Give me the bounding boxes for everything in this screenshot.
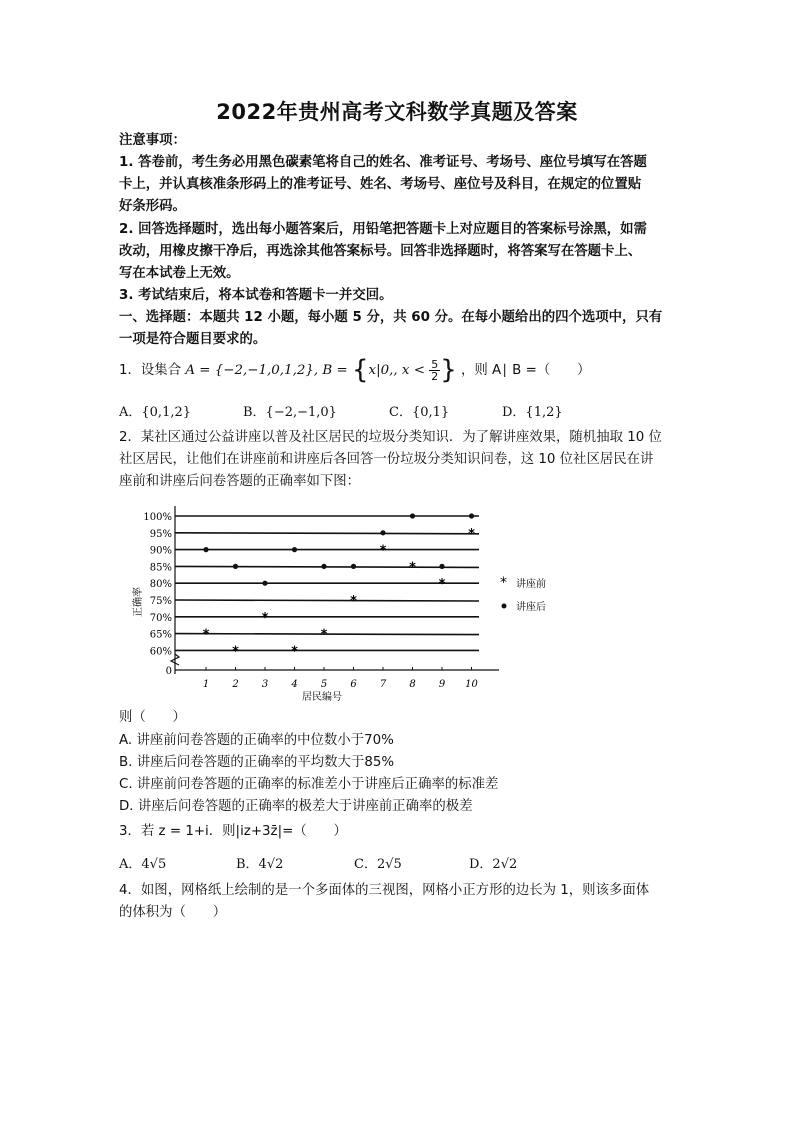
grid-line xyxy=(175,600,479,601)
y-tick-label: 60% xyxy=(149,646,172,658)
chart-legend xyxy=(500,575,546,613)
point-after xyxy=(439,564,444,569)
q1-option-c[interactable]: C．{0,1} xyxy=(389,405,450,420)
q3-option-a[interactable]: A．4√5 xyxy=(119,857,167,872)
q3-option-d[interactable]: D．2√2 xyxy=(469,857,518,872)
x-tick-label: 6 xyxy=(350,679,357,690)
point-after xyxy=(380,530,385,535)
q1-option-b[interactable]: B．{−2,−1,0} xyxy=(243,405,337,420)
q1-prefix: 1．设集合 xyxy=(119,363,182,378)
point-after xyxy=(469,513,474,518)
point-before: * xyxy=(350,594,357,609)
chart-marks xyxy=(203,513,476,659)
q2-option-b[interactable]: B. 讲座后问卷答题的正确率的平均数大于85% xyxy=(119,755,395,770)
notice-item2-line1: 2. 回答选择题时，选出每小题答案后，用铅笔把答题卡上对应题目的答案标号涂黑，如需 xyxy=(119,222,647,237)
point-before: * xyxy=(320,627,328,643)
point-after xyxy=(410,513,415,518)
legend-label-before: 讲座前 xyxy=(516,579,546,590)
point-before: * xyxy=(261,610,269,626)
point-before: * xyxy=(202,627,210,643)
section1-line2: 一项是符合题目要求的。 xyxy=(119,332,267,347)
notice-item1-line1: 1. 答卷前，考生务必用黑色碳素笔将自己的姓名、准考证号、考场号、座位号填写在答题 xyxy=(119,155,647,170)
q2-option-a[interactable]: A. 讲座前问卷答题的正确率的中位数小于70% xyxy=(119,733,394,748)
y-tick-label: 70% xyxy=(149,612,172,624)
q1-set-a: A = {−2,−1,0,1,2} xyxy=(185,363,314,378)
point-before: * xyxy=(232,644,239,660)
q2-line3: 座前和讲座后问卷答题的正确率如下图： xyxy=(119,474,361,489)
point-before: * xyxy=(468,526,475,542)
x-tick-label: 8 xyxy=(409,679,416,690)
x-tick-label: 10 xyxy=(465,679,478,690)
grid-line xyxy=(175,566,479,567)
q1-option-a[interactable]: A．{0,1,2} xyxy=(119,405,192,420)
q2-option-d[interactable]: D. 讲座后问卷答题的正确率的极差大于讲座前正确率的极差 xyxy=(119,799,473,814)
notice-item1-line2: 卡上，并认真核准条形码上的准考证号、姓名、考场号、座位号及科目，在规定的位置贴 xyxy=(119,177,642,192)
accuracy-chart xyxy=(119,498,589,708)
x-tick-label: 3 xyxy=(261,679,269,690)
q3-option-b[interactable]: B．4√2 xyxy=(236,857,284,872)
q1-fraction: $\frac{5}{2}$ xyxy=(431,357,439,383)
point-after xyxy=(351,564,356,569)
q1-set-b-body: x|0,, x < xyxy=(368,363,425,378)
point-after xyxy=(233,564,238,569)
chart-y-ticks xyxy=(143,512,172,677)
point-before: * xyxy=(438,577,446,593)
notice-item2-line3: 写在本试卷上无效。 xyxy=(119,266,240,281)
notice-item2-line2: 改动，用橡皮擦干净后，再选涂其他答案标号。回答非选择题时，将答案写在答题卡上、 xyxy=(119,244,642,259)
y-tick-label: 65% xyxy=(149,629,172,641)
x-tick-label: 2 xyxy=(232,679,239,690)
x-tick-label: 9 xyxy=(438,679,446,690)
page-title: 2022年贵州高考文科数学真题及答案 xyxy=(216,100,578,124)
section1-line1: 一、选择题：本题共 12 小题，每小题 5 分，共 60 分。在每小题给出的四个选项中，只有 xyxy=(119,310,663,325)
y-tick-label: 80% xyxy=(149,579,172,591)
q3-stem: 3．若 z = 1+i．则|iz+3z̄|=（ ） xyxy=(119,824,347,839)
x-tick-label: 7 xyxy=(379,679,387,690)
point-after xyxy=(203,547,208,552)
y-tick-label: 0 xyxy=(165,666,172,677)
q4-line2: 的体积为（ ） xyxy=(119,905,227,920)
y-tick-label: 95% xyxy=(149,528,172,540)
q3-option-c[interactable]: C．2√5 xyxy=(354,857,402,872)
y-tick-label: 75% xyxy=(149,596,172,607)
legend-marker-before: * xyxy=(500,575,507,591)
point-after xyxy=(262,581,267,586)
x-tick-label: 1 xyxy=(202,679,210,690)
legend-marker-after xyxy=(502,604,507,609)
q2-option-c[interactable]: C. 讲座前问卷答题的正确率的标准差小于讲座后正确率的标准差 xyxy=(119,777,499,792)
legend-label-after: 讲座后 xyxy=(516,602,546,613)
chart-x-label: 居民编号 xyxy=(302,692,342,703)
q1-suffix: ，则 A∣ B =（ ） xyxy=(461,363,591,378)
q1-set-b-label: , B = xyxy=(313,363,348,378)
x-tick-label: 5 xyxy=(320,679,328,690)
grid-line xyxy=(175,533,479,534)
q2-line2: 社区居民，让他们在讲座前和讲座后各回答一份垃圾分类知识问卷，这 10 位社区居民在讲 xyxy=(119,452,654,467)
chart-axes xyxy=(171,506,499,674)
q2-line1: 2．某社区通过公益讲座以普及社区居民的垃圾分类知识．为了解讲座效果，随机抽取 10 位 xyxy=(119,430,662,445)
x-tick-label: 4 xyxy=(291,679,298,690)
notice-item1-line3: 好条形码。 xyxy=(119,199,186,214)
point-after xyxy=(321,564,326,569)
y-tick-label: 100% xyxy=(143,512,172,523)
q2-then: 则（ ） xyxy=(119,710,186,725)
y-tick-label: 85% xyxy=(149,562,172,574)
q4-line1: 4．如图，网格纸上绘制的是一个多面体的三视图，网格小正方形的边长为 1，则该多面体 xyxy=(119,883,650,898)
notice-heading: 注意事项： xyxy=(119,133,186,148)
q1-stem: 1．设集合 A = {−2,−1,0,1,2}, B = {x|0,, x < $\frac{5}{2}$ } ，则 A∣ B =（ ） xyxy=(119,355,591,385)
point-before: * xyxy=(409,560,416,576)
notice-item3: 3. 考试结束后，将本试卷和答题卡一并交回。 xyxy=(119,288,393,303)
q1-option-d[interactable]: D．{1,2} xyxy=(502,405,563,420)
point-before: * xyxy=(291,644,298,660)
point-after xyxy=(292,547,297,552)
chart-y-label: 正确率 xyxy=(133,587,144,617)
y-tick-label: 90% xyxy=(149,545,172,557)
point-before: * xyxy=(379,543,387,559)
